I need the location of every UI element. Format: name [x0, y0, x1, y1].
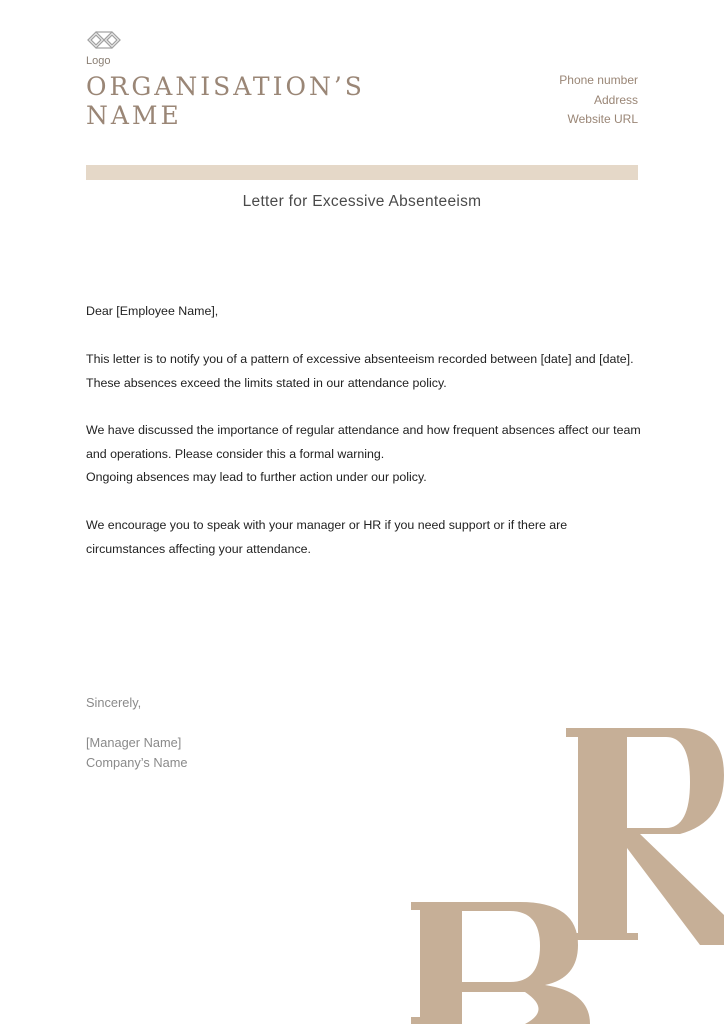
organisation-name: ORGANISATION’S NAME [86, 72, 365, 130]
letter-title: Letter for Excessive Absenteeism [242, 193, 482, 210]
address: Address [593, 92, 638, 107]
signer-name: [Manager Name] [86, 735, 182, 750]
signer-company: Company’s Name [86, 754, 188, 770]
paragraph: This letter is to notify you of a pattern of excessive absenteeism recorded between [date] and [date]. These absences exceed the limits stated in our attendance policy. [86, 351, 634, 390]
paragraph: Ongoing absences may lead to further action under our policy. [86, 470, 427, 485]
paragraph: We have discussed the importance of regular attendance and how frequent absences affect our team and operations. Please consider this a formal warning. [86, 422, 641, 461]
closing: Sincerely, [86, 695, 142, 710]
greeting: Dear [Employee Name], [86, 304, 219, 318]
paragraph: We encourage you to speak with your manager or HR if you need support or if there are circumstances affecting your attendance. [86, 517, 568, 556]
website-url: Website URL [567, 112, 638, 126]
logo-label: Logo [86, 55, 111, 67]
phone-number: Phone number [559, 73, 638, 87]
monogram-b-glyph [411, 902, 590, 1024]
monogram-r-glyph [565, 728, 724, 945]
